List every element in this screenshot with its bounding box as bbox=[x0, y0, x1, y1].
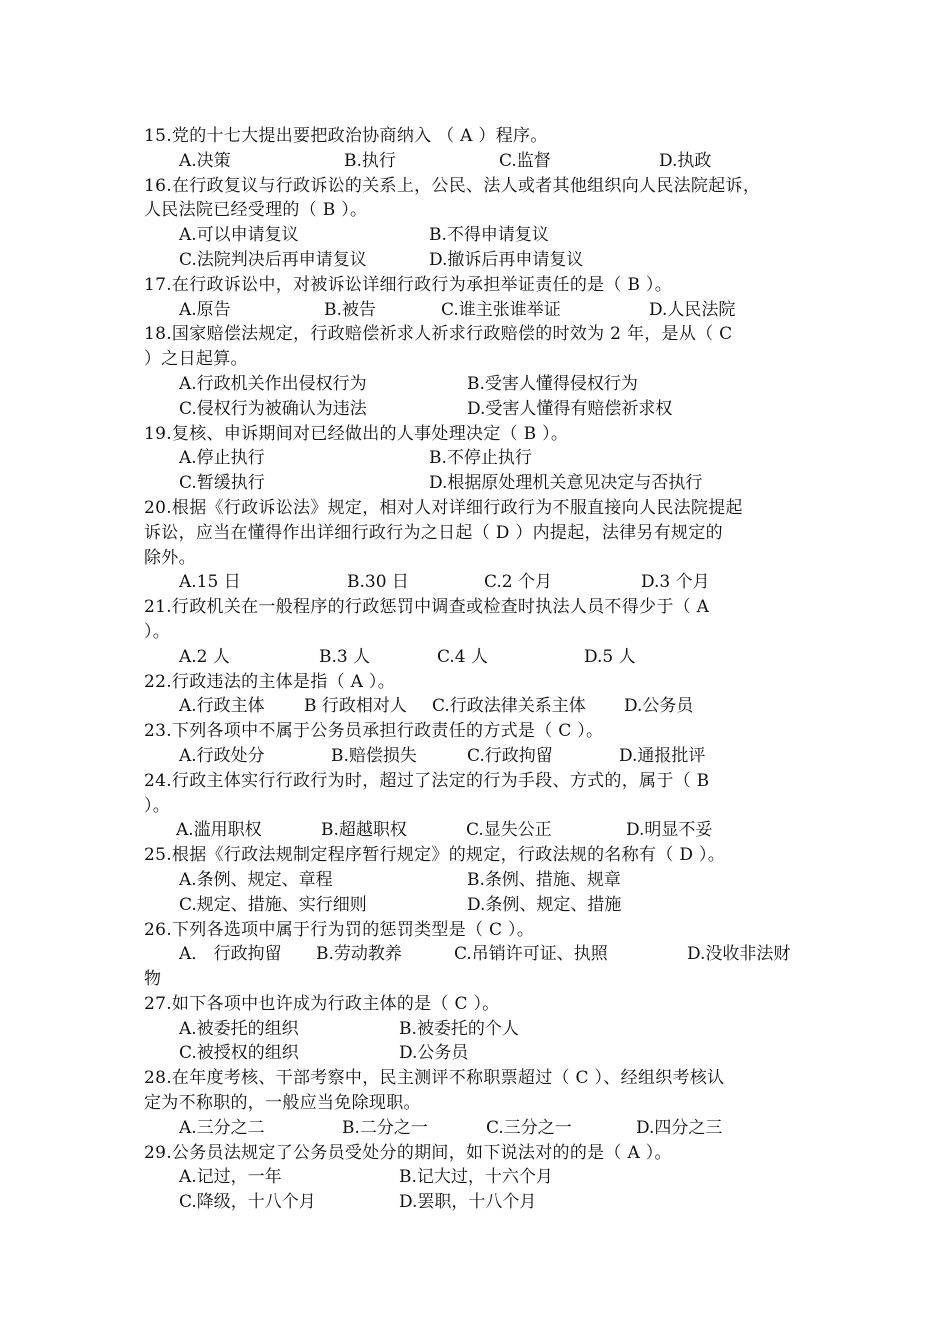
question-20 bbox=[144, 496, 824, 595]
answer-option: A.三分之二 bbox=[179, 1117, 265, 1138]
question-text-line: 25.根据《行政法规制定程序暂行规定》的规定，行政法规的名称有（ D ）。 bbox=[144, 845, 726, 866]
question-list bbox=[144, 124, 824, 1215]
question-text-line: 27.如下各项中也许成为行政主体的是（ C ）。 bbox=[144, 993, 500, 1014]
answer-option: C.行政拘留 bbox=[467, 745, 553, 766]
option-row bbox=[144, 942, 824, 967]
answer-option: A.行政处分 bbox=[179, 745, 265, 766]
option-row bbox=[144, 893, 824, 918]
answer-option: A． 行政拘留 bbox=[179, 944, 282, 965]
answer-option: D.人民法院 bbox=[649, 299, 736, 320]
question-18 bbox=[144, 322, 824, 421]
answer-option: B 行政相对人 bbox=[304, 696, 407, 717]
question-text-line: 21.行政机关在一般程序的行政惩罚中调查或检查时执法人员不得少于（ A bbox=[144, 597, 710, 618]
answer-option: A.条例、规定、章程 bbox=[179, 869, 333, 890]
question-text-line: 19.复核、申诉期间对已经做出的人事处理决定（ B ）。 bbox=[144, 423, 569, 444]
answer-option: C.法院判决后再申请复议 bbox=[179, 249, 367, 270]
option-row bbox=[144, 446, 824, 471]
option-row bbox=[144, 1041, 824, 1066]
question-text-line: 29.公务员法规定了公务员受处分的期间，如下说法对的的是（ A ）。 bbox=[144, 1142, 672, 1163]
question-27 bbox=[144, 992, 824, 1066]
question-text-line: 28.在年度考核、干部考察中，民主测评不称职票超过（ C ）、经组织考核认 bbox=[144, 1068, 725, 1089]
option-row bbox=[144, 744, 824, 769]
question-text-line: 23.下列各项中不属于公务员承担行政责任的方式是（ C ）。 bbox=[144, 721, 604, 742]
question-16 bbox=[144, 174, 824, 273]
option-row bbox=[144, 223, 824, 248]
question-19 bbox=[144, 422, 824, 496]
answer-option: D.受害人懂得有赔偿祈求权 bbox=[467, 398, 673, 419]
answer-option: D.3 个月 bbox=[641, 572, 710, 593]
answer-option: B.30 日 bbox=[347, 572, 409, 593]
question-25 bbox=[144, 843, 824, 917]
answer-option: B.二分之一 bbox=[342, 1117, 428, 1138]
answer-option: C.吊销许可证、执照 bbox=[454, 944, 608, 965]
answer-option: B.执行 bbox=[344, 150, 396, 171]
question-text-line: 诉讼，应当在懂得作出详细行政行为之日起（ D ）内提起，法律另有规定的 bbox=[144, 522, 723, 543]
question-28 bbox=[144, 1066, 824, 1140]
answer-option: D.通报批评 bbox=[619, 745, 706, 766]
answer-option: C.监督 bbox=[499, 150, 551, 171]
question-26 bbox=[144, 918, 824, 992]
option-row bbox=[144, 1017, 824, 1042]
option-row bbox=[144, 570, 824, 595]
question-text-line: 22.行政违法的主体是指（ A ）。 bbox=[144, 671, 396, 692]
answer-option: C.2 个月 bbox=[484, 572, 553, 593]
answer-option: C.行政法律关系主体 bbox=[432, 696, 586, 717]
answer-option: A.可以申请复议 bbox=[179, 225, 299, 246]
answer-option: B.超越职权 bbox=[321, 820, 407, 841]
question-text-line: ）。 bbox=[144, 795, 171, 816]
answer-option: D.罢职，十八个月 bbox=[399, 1192, 537, 1213]
answer-option: B.被告 bbox=[324, 299, 376, 320]
question-text-line: 人民法院已经受理的（ B ）。 bbox=[144, 200, 368, 221]
question-text-line: 除外。 bbox=[144, 547, 196, 568]
option-row bbox=[144, 298, 824, 323]
answer-option: D.四分之三 bbox=[636, 1117, 723, 1138]
answer-option: A.决策 bbox=[179, 150, 231, 171]
option-row bbox=[144, 818, 824, 843]
answer-option: C.暂缓执行 bbox=[179, 473, 265, 494]
answer-option: B.受害人懂得侵权行为 bbox=[467, 373, 638, 394]
option-row bbox=[144, 372, 824, 397]
answer-option: B.3 人 bbox=[319, 646, 371, 667]
answer-option: D.5 人 bbox=[584, 646, 636, 667]
option-row bbox=[144, 1190, 824, 1215]
question-29 bbox=[144, 1141, 824, 1215]
answer-option: D.没收非法财 bbox=[687, 944, 791, 965]
question-text-line: 18.国家赔偿法规定，行政赔偿祈求人祈求行政赔偿的时效为 2 年，是从（ C bbox=[144, 324, 733, 345]
question-22 bbox=[144, 670, 824, 720]
question-text-line: 15.党的十七大提出要把政治协商纳入 （ A ）程序。 bbox=[144, 126, 548, 146]
question-text-line: 20.根据《行政诉讼法》规定，相对人对详细行政行为不服直接向人民法院提起 bbox=[144, 497, 743, 518]
answer-option: A.原告 bbox=[179, 299, 231, 320]
question-text-line: 定为不称职的，一般应当免除现职。 bbox=[144, 1093, 421, 1114]
answer-option: A.2 人 bbox=[179, 646, 230, 667]
option-row bbox=[144, 868, 824, 893]
answer-option: C.被授权的组织 bbox=[179, 1043, 299, 1064]
question-24 bbox=[144, 769, 824, 843]
answer-option: C.显失公正 bbox=[466, 820, 552, 841]
answer-option: B.劳动教养 bbox=[316, 944, 402, 965]
answer-option: B.不得申请复议 bbox=[429, 225, 549, 246]
answer-option: D.执政 bbox=[659, 150, 712, 171]
answer-option: A.停止执行 bbox=[179, 448, 265, 469]
answer-option: A.15 日 bbox=[179, 572, 241, 593]
answer-option: B.不停止执行 bbox=[429, 448, 532, 469]
answer-option: B.被委托的个人 bbox=[399, 1018, 519, 1039]
answer-option: A.记过，一年 bbox=[179, 1167, 282, 1188]
answer-option: D.公务员 bbox=[399, 1043, 469, 1064]
answer-option: A.滥用职权 bbox=[176, 820, 262, 841]
answer-option: D.明显不妥 bbox=[626, 820, 713, 841]
answer-option: D.根据原处理机关意见决定与否执行 bbox=[429, 473, 703, 494]
answer-option: A.行政机关作出侵权行为 bbox=[179, 373, 367, 394]
question-text-line: 24.行政主体实行行政行为时，超过了法定的行为手段、方式的，属于（ B bbox=[144, 770, 710, 791]
question-15 bbox=[144, 124, 824, 174]
question-text-line: 16.在行政复议与行政诉讼的关系上，公民、法人或者其他组织向人民法院起诉， bbox=[144, 175, 761, 196]
answer-option: A.行政主体 bbox=[179, 696, 265, 717]
answer-option: C.侵权行为被确认为违法 bbox=[179, 398, 367, 419]
option-row bbox=[144, 149, 824, 174]
question-text-line: ）之日起算。 bbox=[144, 349, 248, 370]
option-row bbox=[144, 397, 824, 422]
answer-option: D.公务员 bbox=[624, 696, 694, 717]
option-continuation: 物 bbox=[144, 969, 162, 990]
answer-option: C.三分之一 bbox=[486, 1117, 572, 1138]
answer-option: C.规定、措施、实行细则 bbox=[179, 894, 367, 915]
answer-option: C.降级，十八个月 bbox=[179, 1192, 316, 1213]
answer-option: C.谁主张谁举证 bbox=[441, 299, 561, 320]
answer-option: B.记大过，十六个月 bbox=[399, 1167, 553, 1188]
answer-option: B.赔偿损失 bbox=[331, 745, 417, 766]
answer-option: D.条例、规定、措施 bbox=[467, 894, 622, 915]
question-text-line: ）。 bbox=[144, 621, 171, 642]
question-17 bbox=[144, 273, 824, 323]
question-23 bbox=[144, 719, 824, 769]
answer-option: D.撤诉后再申请复议 bbox=[429, 249, 584, 270]
option-row bbox=[144, 471, 824, 496]
answer-option: A.被委托的组织 bbox=[179, 1018, 299, 1039]
answer-option: B.条例、措施、规章 bbox=[467, 869, 621, 890]
option-row bbox=[144, 248, 824, 273]
option-row bbox=[144, 645, 824, 670]
option-row bbox=[144, 694, 824, 719]
option-row bbox=[144, 1165, 824, 1190]
question-text-line: 26.下列各选项中属于行为罚的惩罚类型是（ C ）。 bbox=[144, 919, 535, 940]
question-text-line: 17.在行政诉讼中，对被诉讼详细行政行为承担举证责任的是（ B ）。 bbox=[144, 274, 673, 295]
option-row bbox=[144, 1116, 824, 1141]
answer-option: C.4 人 bbox=[437, 646, 489, 667]
question-21 bbox=[144, 595, 824, 669]
